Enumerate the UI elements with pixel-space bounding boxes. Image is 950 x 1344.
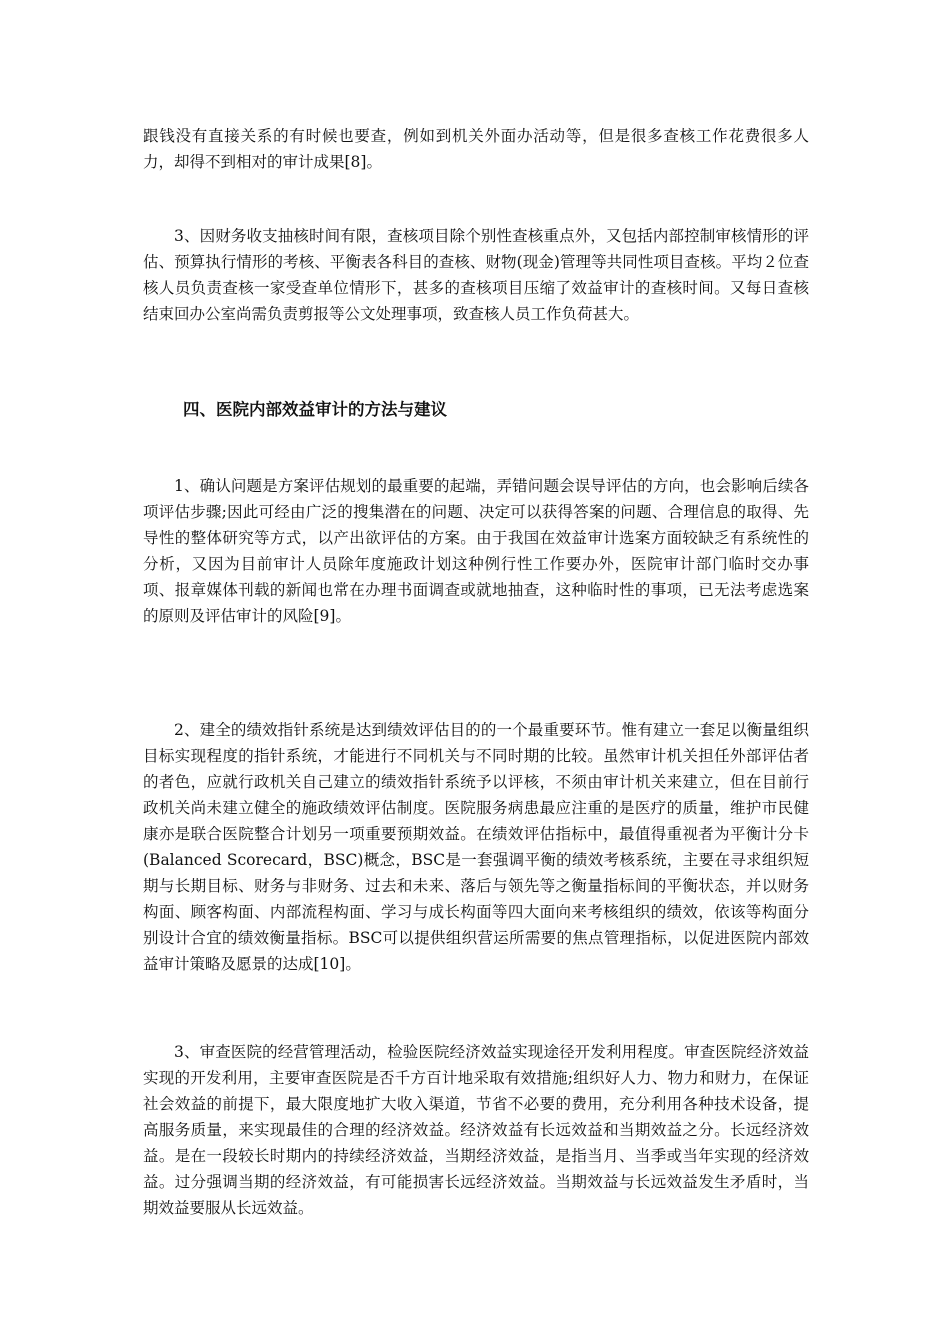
paragraph-item-3-economic-benefit: 3、审查医院的经营管理活动，检验医院经济效益实现途径开发利用程度。审查医院经济效益实现的开发利用，主要审查医院是否千方百计地采取有效措施;组织好人力、物力和财力，在保证社会效益的前提下，最大限度地扩大收入渠道，节省不必要的费用，充分利用各种技术设备，提高服务质量，来实现最佳的合理的经济效益。经济效益有长远效益和当期效益之分。长远经济效益。是在一段较长时期内的持续经济效益，当期经济效益，是指当月、当季或当年实现的经济效益。过分强调当期的经济效益，有可能损害长远经济效益。当期效益与长远效益发生矛盾时，当期效益要服从长远效益。 (143, 1043, 809, 1217)
section-heading: 四、医院内部效益审计的方法与建议 (183, 400, 447, 419)
paragraph-item-2-performance-indicators: 2、建全的绩效指针系统是达到绩效评估目的的一个最重要环节。惟有建立一套足以衡量组织目标实现程度的指针系统，才能进行不同机关与不同时期的比较。虽然审计机关担任外部评估者的者色，应就行政机关自己建立的绩效指针系统予以评核，不须由审计机关来建立，但在目前行政机关尚未建立健全的施政绩效评估制度。医院服务病患最应注重的是医疗的质量，维护市民健康亦是联合医院整合计划另一项重要预期效益。在绩效评估指标中，最值得重视者为平衡计分卡(Balanced Scorecard，BSC)概念，BSC是一套强调平衡的绩效考核系统，主要在寻求组织短期与长期目标、财务与非财务、过去和未来、落后与领先等之衡量指标间的平衡状态，并以财务构面、顾客构面、内部流程构面、学习与成长构面等四大面向来考核组织的绩效，依该等构面分别设计合宜的绩效衡量指标。BSC可以提供组织营运所需要的焦点管理指标，以促进医院内部效益审计策略及愿景的达成[10]。 (143, 721, 809, 973)
paragraph-continuation: 跟钱没有直接关系的有时候也要查，例如到机关外面办活动等，但是很多查核工作花费很多人力，却得不到相对的审计成果[8]。 (143, 127, 809, 171)
paragraph-item-3-limited-time: 3、因财务收支抽核时间有限，查核项目除个别性查核重点外，又包括内部控制审核情形的评估、预算执行情形的考核、平衡表各科目的查核、财物(现金)管理等共同性项目查核。平均２位查核人员负责查核一家受查单位情形下，甚多的查核项目压缩了效益审计的查核时间。又每日查核结束回办公室尚需负责剪报等公文处理事项，致查核人员工作负荷甚大。 (143, 227, 809, 323)
paragraph-item-1-identify-problem: 1、确认问题是方案评估规划的最重要的起端，弄错问题会误导评估的方向，也会影响后续各项评估步骤;因此可经由广泛的搜集潜在的问题、决定可以获得答案的问题、合理信息的取得、先导性的整体研究等方式，以产出欲评估的方案。由于我国在效益审计选案方面较缺乏有系统性的分析，又因为目前审计人员除年度施政计划这种例行性工作要办外，医院审计部门临时交办事项、报章媒体刊载的新闻也常在办理书面调查或就地抽查，这种临时性的事项，已无法考虑选案的原则及评估审计的风险[9]。 (143, 477, 809, 625)
